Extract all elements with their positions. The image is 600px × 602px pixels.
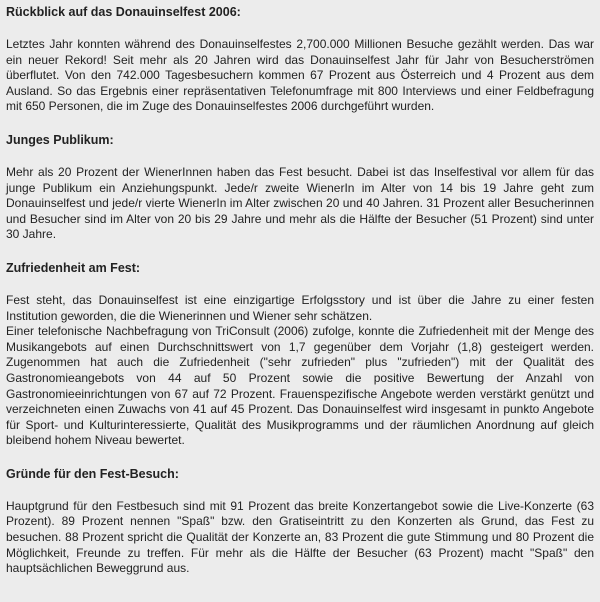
paragraph-junges-publikum: Mehr als 20 Prozent der WienerInnen haben das Fest besucht. Dabei ist das Inselfestival vor allem für das junge Publikum ein Anziehungspunkt. Jede/r zweite WienerIn im Alter von 14 bis 19 Jahre geht zum Donauinselfest und jede/r vierte WienerIn im Alter zwischen 20 und 40 Jahren. 31 Prozent aller Besucherinnen und Besucher sind im Alter von 20 bis 29 Jahre und mehr als die Hälfte der Besucher (51 Prozent) sind unter 30 Jahre. [6,164,594,242]
paragraph-zufriedenheit-details: Einer telefonische Nachbefragung von TriConsult (2006) zufolge, konnte die Zufriedenheit mit der Menge des Musikangebots auf einen Durchschnittswert von 1,7 gegenüber dem Vorjahr (1,8) gesteigert werden. Zugenommen hat auch die Zufriedenheit ("sehr zufrieden" plus "zufrieden") mit der Qualität des Gastronomieangebots von 44 auf 50 Prozent sowie die positive Bewertung der Anzahl von Gastronomieeinrichtungen von 67 auf 72 Prozent. Frauenspezifische Angebote werden verstärkt genützt und verzeichneten einen Zuwachs von 41 auf 45 Prozent. Das Donauinselfest wird insgesamt in punkto Angebote für Sport- und Kulturinteressierte, Qualität des Musikprogramms und der räumlichen Anordnung auf gleich bleibend hohem Niveau bewertet. [6,324,594,448]
section-heading-zufriedenheit: Zufriedenheit am Fest: [6,260,141,275]
section-heading-junges-publikum: Junges Publikum: [6,132,114,147]
section-heading-rueckblick: Rückblick auf das Donauinselfest 2006: [6,5,241,19]
paragraph-rueckblick: Letztes Jahr konnten während des Donauinselfestes 2,700.000 Millionen Besuche gezählt werden. Das war ein neuer Rekord! Seit mehr als 20 Jahren wird das Donauinselfest Jahr für Jahr von Besucherströmen überflutet. Von den 742.000 Tagesbesuchern kommen 67 Prozent aus Österreich und 4 Prozent aus dem Ausland. So das Ergebnis einer repräsentativen Telefonumfrage mit 800 Interviews und einer Feldbefragung mit 650 Personen, die im Zuge des Donauinselfestes 2006 durchgeführt wurden. [6,37,594,114]
paragraph-zufriedenheit-intro: Fest steht, das Donauinselfest ist eine einzigartige Erfolgsstory und ist über die Jahre zu einer festen Institution geworden, die die Wienerinnen und Wiener sehr schätzen. [6,292,594,323]
paragraph-gruende: Hauptgrund für den Festbesuch sind mit 91 Prozent das breite Konzertangebot sowie die Live-Konzerte (63 Prozent). 89 Prozent nennen "Spaß" bzw. den Gratiseintritt zu den Konzerten als Grund, das Fest zu besuchen. 88 Prozent spricht die Qualität der Konzerte an, 83 Prozent die gute Stimmung und 80 Prozent die Möglichkeit, Freunde zu treffen. Für mehr als die Hälfte der Besucher (63 Prozent) macht "Spaß" den hauptsächlichen Beweggrund aus. [6,498,594,576]
section-heading-gruende: Gründe für den Fest-Besuch: [6,466,179,481]
